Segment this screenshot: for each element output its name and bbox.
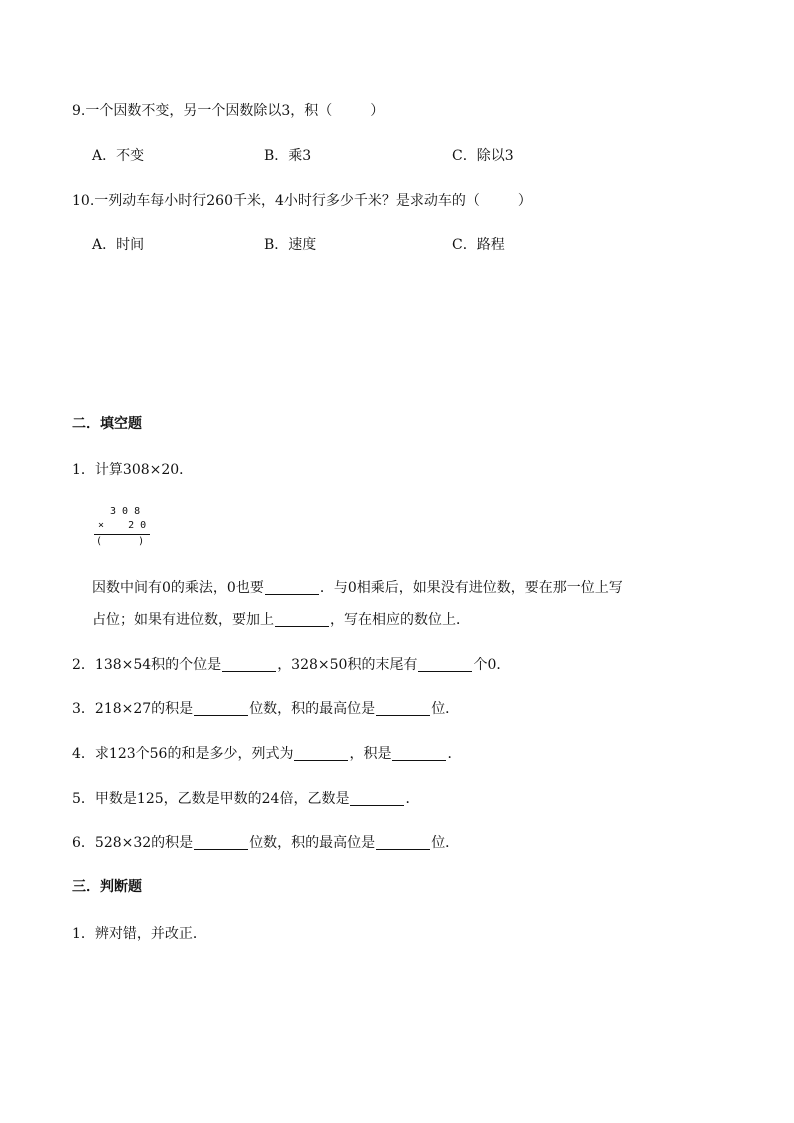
q10-option-b: B．速度 — [264, 237, 317, 253]
fill-question-3: 3．218×27的积是 位数，积的最高位是 位． — [72, 701, 460, 717]
answer-blank[interactable] — [392, 746, 446, 761]
fill-question-5: 5．甲数是125，乙数是甲数的24倍，乙数是 ． — [72, 791, 420, 807]
vertical-row-1: 3 0 8 — [110, 506, 141, 517]
answer-blank[interactable] — [376, 835, 430, 850]
fill-question-6: 6．528×32的积是 位数，积的最高位是 位． — [72, 835, 460, 851]
fill-question-4: 4．求123个56的和是多少，列式为 ，积是 ． — [72, 746, 462, 762]
question-9-stem: 9.一个因数不变，另一个因数除以3，积（ — [72, 103, 333, 119]
answer-blank[interactable] — [275, 612, 329, 627]
q10-option-a: A．时间 — [92, 237, 145, 253]
section-heading-fill: 二．填空题 — [72, 416, 142, 432]
answer-blank[interactable] — [194, 701, 248, 716]
answer-blank[interactable] — [194, 835, 248, 850]
q10-option-c: C．路程 — [452, 237, 505, 253]
question-9: 9.一个因数不变，另一个因数除以3，积（ ） — [72, 103, 385, 119]
answer-blank[interactable] — [222, 657, 276, 672]
vertical-row-3: ( ) — [96, 536, 145, 547]
judge-question-1: 1．辨对错，并改正． — [72, 926, 207, 942]
vertical-multiplication — [92, 506, 152, 550]
fill-q1-line-2: 占位；如果有进位数，要加上 ，写在相应的数位上． — [92, 612, 470, 628]
fill-question-1: 1．计算308×20． — [72, 462, 194, 478]
question-10-stem: 10.一列动车每小时行260千米，4小时行多少千米？是求动车的（ — [72, 193, 480, 209]
fill-q1-line-1: 因数中间有0的乘法，0也要 ．与0相乘后，如果没有进位数，要在那一位上写 — [92, 580, 623, 596]
answer-blank[interactable] — [265, 580, 319, 595]
vertical-rule — [94, 534, 150, 535]
q9-option-a: A．不变 — [92, 148, 145, 164]
answer-blank[interactable] — [418, 657, 472, 672]
q9-option-c: C．除以3 — [452, 148, 514, 164]
vertical-row-2: × 2 0 — [98, 520, 147, 531]
question-10: 10.一列动车每小时行260千米，4小时行多少千米？是求动车的（ ） — [72, 193, 532, 209]
section-heading-judge: 三．判断题 — [72, 879, 142, 895]
answer-blank[interactable] — [350, 791, 404, 806]
fill-question-2: 2．138×54积的个位是 ，328×50积的末尾有 个0． — [72, 657, 511, 673]
answer-blank[interactable] — [376, 701, 430, 716]
answer-blank[interactable] — [294, 746, 348, 761]
q9-option-b: B．乘3 — [264, 148, 312, 164]
